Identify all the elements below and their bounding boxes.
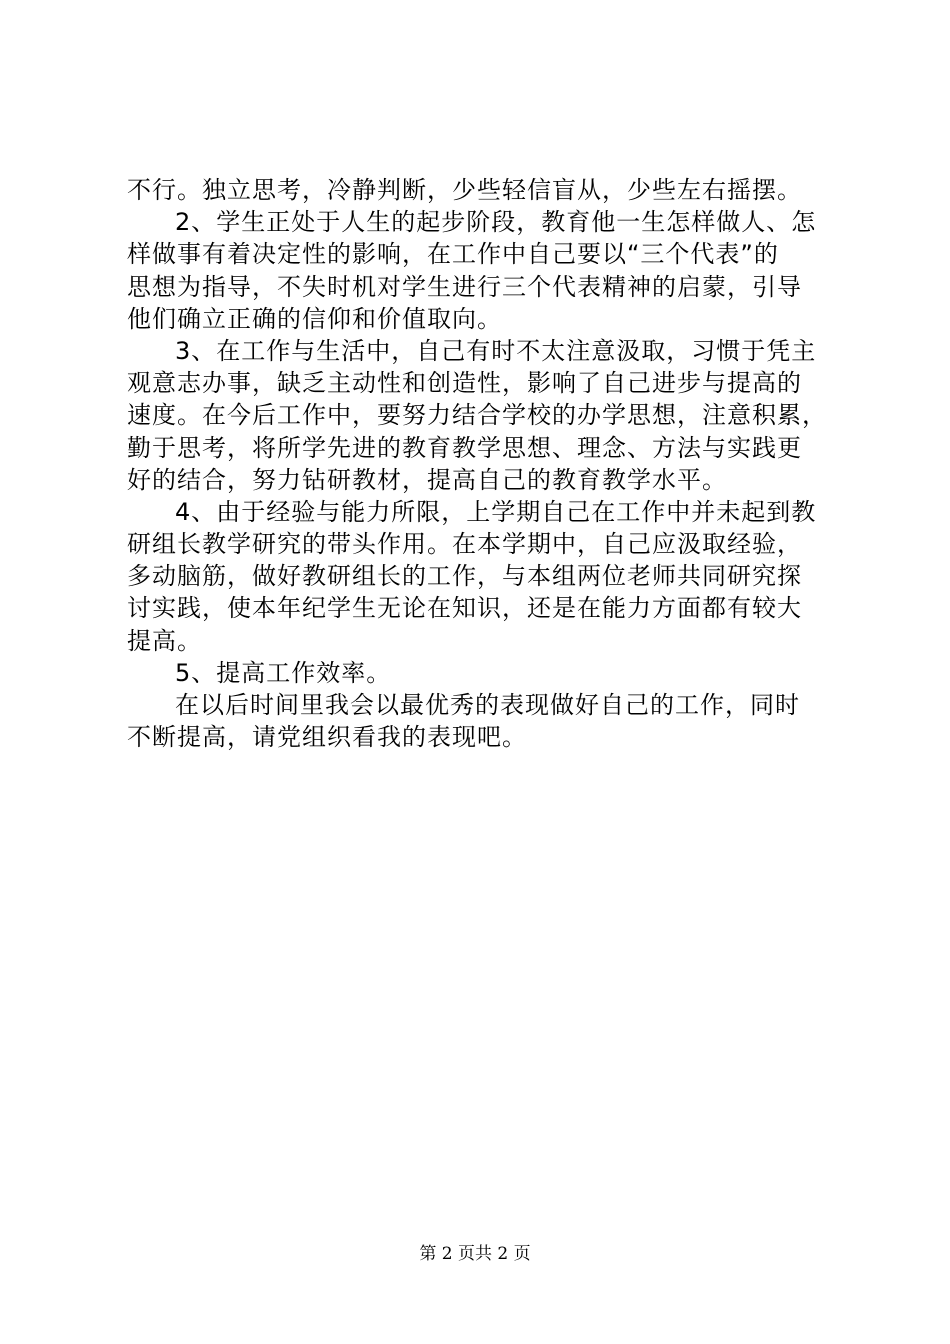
- text-line: 勤于思考，将所学先进的教育教学思想、理念、方法与实践更: [127, 433, 802, 462]
- text-line: 研组长教学研究的带头作用。在本学期中，自己应汲取经验，: [127, 530, 802, 559]
- text-line: 他们确立正确的信仰和价值取向。: [127, 304, 502, 333]
- text-line: 在以后时间里我会以最优秀的表现做好自己的工作，同时: [175, 691, 800, 719]
- text-line: 4、由于经验与能力所限，上学期自己在工作中并未起到教: [175, 497, 817, 526]
- text-line: 提高。: [127, 626, 202, 655]
- text-line: 多动脑筋，做好教研组长的工作，与本组两位老师共同研究探: [127, 562, 802, 591]
- document-body: [127, 174, 847, 753]
- text-line: 速度。在今后工作中，要努力结合学校的办学思想，注意积累，: [127, 401, 827, 430]
- text-line: 思想为指导，不失时机对学生进行三个代表精神的启蒙，引导: [127, 272, 802, 301]
- page-number-current: 第 2 页: [419, 1244, 475, 1264]
- text-line: 样做事有着决定性的影响，在工作中自己要以“三个代表”的: [127, 240, 779, 269]
- text-line: 5、提高工作效率。: [175, 658, 392, 687]
- text-line: 2、学生正处于人生的起步阶段，教育他一生怎样做人、怎: [175, 208, 817, 237]
- text-line: 3、在工作与生活中，自己有时不太注意汲取，习惯于凭主: [175, 336, 817, 365]
- text-line: 讨实践，使本年纪学生无论在知识，还是在能力方面都有较大: [127, 594, 802, 623]
- text-line: 不行。独立思考，冷静判断，少些轻信盲从，少些左右摇摆。: [127, 176, 802, 204]
- text-line: 好的结合，努力钻研教材，提高自己的教育教学水平。: [127, 465, 727, 494]
- page-footer: [0, 1243, 950, 1265]
- page-number-total: 共 2 页: [475, 1244, 531, 1264]
- text-line: 不断提高，请党组织看我的表现吧。: [127, 723, 527, 752]
- text-line: 观意志办事，缺乏主动性和创造性，影响了自己进步与提高的: [127, 369, 802, 398]
